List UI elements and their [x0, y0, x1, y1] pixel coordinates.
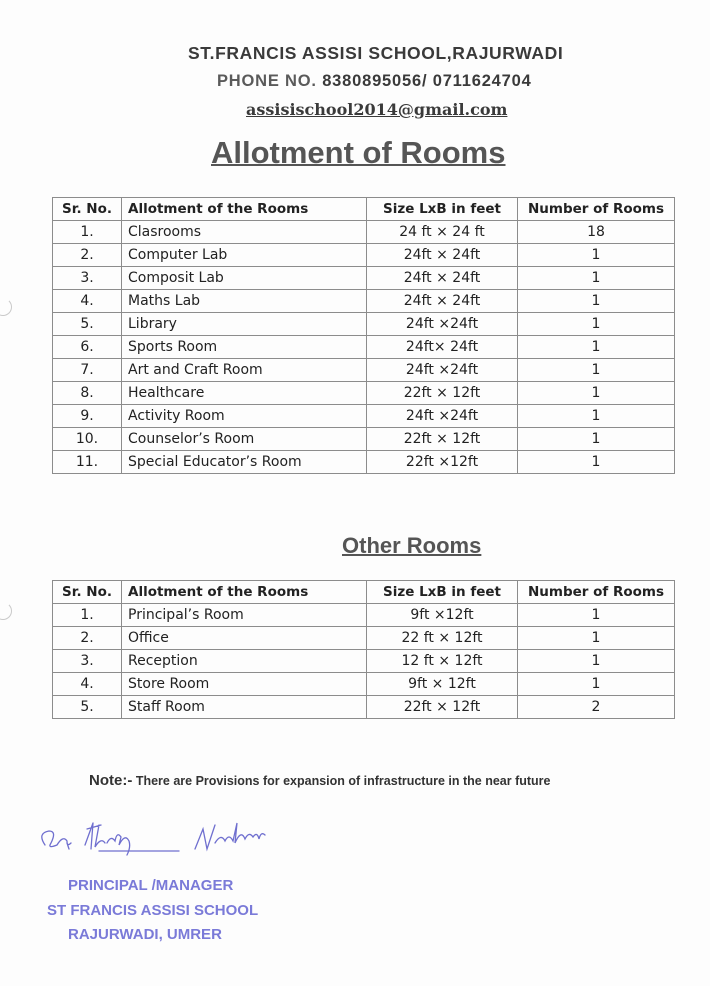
- col-header-room: Allotment of the Rooms: [122, 581, 367, 604]
- table-row: [53, 313, 675, 336]
- note-label: Note:-: [89, 772, 133, 789]
- cell-count: 1: [518, 267, 675, 290]
- table-row: [53, 604, 675, 627]
- cell-count: 1: [518, 604, 675, 627]
- section-title-other-rooms: Other Rooms: [342, 533, 482, 558]
- cell-room: Counselor’s Room: [122, 428, 367, 451]
- phone-line: [217, 72, 532, 91]
- table-row: [53, 382, 675, 405]
- cell-sr: 5.: [53, 313, 122, 336]
- cell-size: 22ft × 12ft: [367, 382, 518, 405]
- cell-room: Reception: [122, 650, 367, 673]
- table-row: [53, 221, 675, 244]
- cell-sr: 2.: [53, 244, 122, 267]
- note: [89, 772, 551, 789]
- stamp-school: ST FRANCIS ASSISI SCHOOL: [47, 902, 259, 919]
- other-rooms-table: [52, 580, 675, 719]
- cell-count: 1: [518, 290, 675, 313]
- cell-room: Store Room: [122, 673, 367, 696]
- cell-room: Special Educator’s Room: [122, 451, 367, 474]
- col-header-sr: Sr. No.: [53, 198, 122, 221]
- table-row: [53, 673, 675, 696]
- handwritten-signature: [35, 815, 295, 860]
- cell-sr: 7.: [53, 359, 122, 382]
- page-title: Allotment of Rooms: [211, 135, 506, 170]
- cell-sr: 11.: [53, 451, 122, 474]
- cell-sr: 1.: [53, 221, 122, 244]
- cell-size: 24ft × 24ft: [367, 267, 518, 290]
- rooms-table: [52, 197, 675, 474]
- cell-count: 1: [518, 382, 675, 405]
- cell-room: Sports Room: [122, 336, 367, 359]
- cell-size: 24ft× 24ft: [367, 336, 518, 359]
- table-row: [53, 267, 675, 290]
- stamp-location: RAJURWADI, UMRER: [68, 926, 222, 943]
- cell-sr: 1.: [53, 604, 122, 627]
- school-name: ST.FRANCIS ASSISI SCHOOL,RAJURWADI: [188, 43, 564, 63]
- table-row: [53, 428, 675, 451]
- table-row: [53, 405, 675, 428]
- cell-sr: 3.: [53, 650, 122, 673]
- cell-room: Art and Craft Room: [122, 359, 367, 382]
- cell-room: Library: [122, 313, 367, 336]
- cell-sr: 4.: [53, 290, 122, 313]
- note-text: There are Provisions for expansion of infrastructure in the near future: [135, 774, 551, 788]
- punch-hole-mark: [0, 298, 12, 316]
- cell-size: 9ft ×12ft: [367, 604, 518, 627]
- table-row: [53, 696, 675, 719]
- table-header-row: [53, 581, 675, 604]
- table-row: [53, 359, 675, 382]
- cell-room: Computer Lab: [122, 244, 367, 267]
- school-email: assisischool2014@gmail.com: [246, 100, 508, 119]
- cell-sr: 2.: [53, 627, 122, 650]
- table-row: [53, 627, 675, 650]
- table-row: [53, 336, 675, 359]
- punch-hole-mark: [0, 602, 12, 620]
- cell-count: 1: [518, 451, 675, 474]
- phone-numbers: 8380895056/ 0711624704: [322, 72, 532, 90]
- cell-sr: 8.: [53, 382, 122, 405]
- cell-size: 24ft ×24ft: [367, 313, 518, 336]
- table-row: [53, 244, 675, 267]
- phone-label: PHONE NO.: [217, 72, 317, 90]
- table-row: [53, 451, 675, 474]
- cell-size: 22ft ×12ft: [367, 451, 518, 474]
- cell-room: Maths Lab: [122, 290, 367, 313]
- cell-count: 1: [518, 244, 675, 267]
- cell-room: Office: [122, 627, 367, 650]
- cell-size: 22ft × 12ft: [367, 428, 518, 451]
- cell-size: 12 ft × 12ft: [367, 650, 518, 673]
- cell-size: 24 ft × 24 ft: [367, 221, 518, 244]
- cell-count: 1: [518, 673, 675, 696]
- cell-size: 24ft × 24ft: [367, 290, 518, 313]
- cell-room: Healthcare: [122, 382, 367, 405]
- cell-sr: 6.: [53, 336, 122, 359]
- col-header-count: Number of Rooms: [518, 198, 675, 221]
- cell-room: Clasrooms: [122, 221, 367, 244]
- col-header-sr: Sr. No.: [53, 581, 122, 604]
- cell-count: 1: [518, 627, 675, 650]
- cell-count: 1: [518, 428, 675, 451]
- cell-count: 2: [518, 696, 675, 719]
- cell-sr: 9.: [53, 405, 122, 428]
- cell-size: 24ft × 24ft: [367, 244, 518, 267]
- cell-sr: 3.: [53, 267, 122, 290]
- cell-count: 1: [518, 405, 675, 428]
- cell-size: 24ft ×24ft: [367, 359, 518, 382]
- cell-size: 22 ft × 12ft: [367, 627, 518, 650]
- cell-room: Principal’s Room: [122, 604, 367, 627]
- cell-room: Activity Room: [122, 405, 367, 428]
- table-row: [53, 290, 675, 313]
- col-header-count: Number of Rooms: [518, 581, 675, 604]
- stamp-title: PRINCIPAL /MANAGER: [68, 877, 234, 894]
- col-header-room: Allotment of the Rooms: [122, 198, 367, 221]
- cell-size: 24ft ×24ft: [367, 405, 518, 428]
- table-row: [53, 650, 675, 673]
- cell-count: 1: [518, 336, 675, 359]
- cell-count: 18: [518, 221, 675, 244]
- cell-size: 22ft × 12ft: [367, 696, 518, 719]
- cell-room: Staff Room: [122, 696, 367, 719]
- col-header-size: Size LxB in feet: [367, 581, 518, 604]
- cell-count: 1: [518, 313, 675, 336]
- cell-sr: 5.: [53, 696, 122, 719]
- col-header-size: Size LxB in feet: [367, 198, 518, 221]
- cell-count: 1: [518, 650, 675, 673]
- cell-count: 1: [518, 359, 675, 382]
- cell-sr: 4.: [53, 673, 122, 696]
- table-header-row: [53, 198, 675, 221]
- cell-room: Composit Lab: [122, 267, 367, 290]
- cell-sr: 10.: [53, 428, 122, 451]
- cell-size: 9ft × 12ft: [367, 673, 518, 696]
